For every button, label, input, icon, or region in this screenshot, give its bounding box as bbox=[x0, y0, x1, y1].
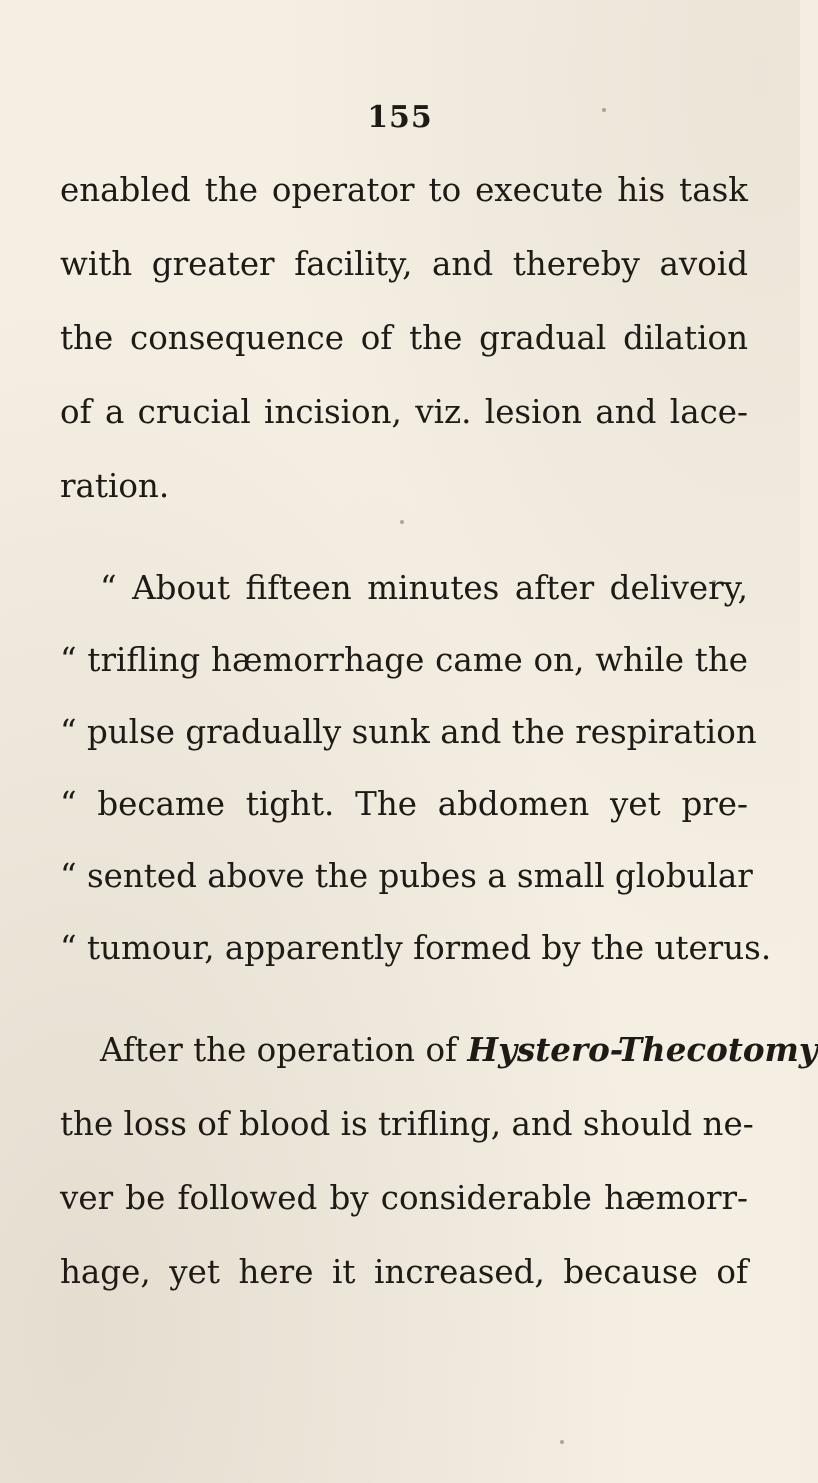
paper-speck bbox=[712, 580, 716, 584]
quote-line-1: “ About fifteen minutes after delivery, bbox=[100, 569, 748, 607]
paragraph2-line-2: the loss of blood is trifling, and should ne- bbox=[60, 1105, 754, 1143]
quote-line-5: “ sented above the pubes a small globular bbox=[60, 857, 753, 895]
paragraph1-line-1: enabled the operator to execute his task bbox=[60, 171, 748, 209]
page-number: 155 bbox=[367, 100, 433, 135]
paragraph1-line-2: with greater facility, and thereby avoid bbox=[60, 245, 748, 283]
hystero-thecotomy-term: Hystero-Thecotomy bbox=[467, 1030, 818, 1069]
paper-speck bbox=[560, 1440, 564, 1444]
paragraph2-line-1-prefix: After the operation of bbox=[100, 1031, 458, 1069]
paragraph1-line-4: of a crucial incision, viz. lesion and lace- bbox=[60, 393, 748, 431]
paragraph1-line-5: ration. bbox=[60, 467, 170, 505]
quote-line-3: “ pulse gradually sunk and the respiration bbox=[60, 713, 757, 751]
quote-line-4: “ became tight. The abdomen yet pre- bbox=[60, 785, 748, 823]
paper-speck bbox=[400, 520, 404, 524]
quote-line-6: “ tumour, apparently formed by the uterus. bbox=[60, 929, 772, 967]
paragraph2-line-3: ver be followed by considerable hæmorr- bbox=[60, 1179, 748, 1217]
quote-line-2: “ trifling hæmorrhage came on, while the bbox=[60, 641, 748, 679]
paragraph2-line-1 bbox=[100, 1030, 818, 1070]
paper-speck bbox=[602, 108, 606, 112]
paragraph1-line-3: the consequence of the gradual dilation bbox=[60, 319, 748, 357]
paragraph2-line-4: hage, yet here it increased, because of bbox=[60, 1253, 748, 1291]
